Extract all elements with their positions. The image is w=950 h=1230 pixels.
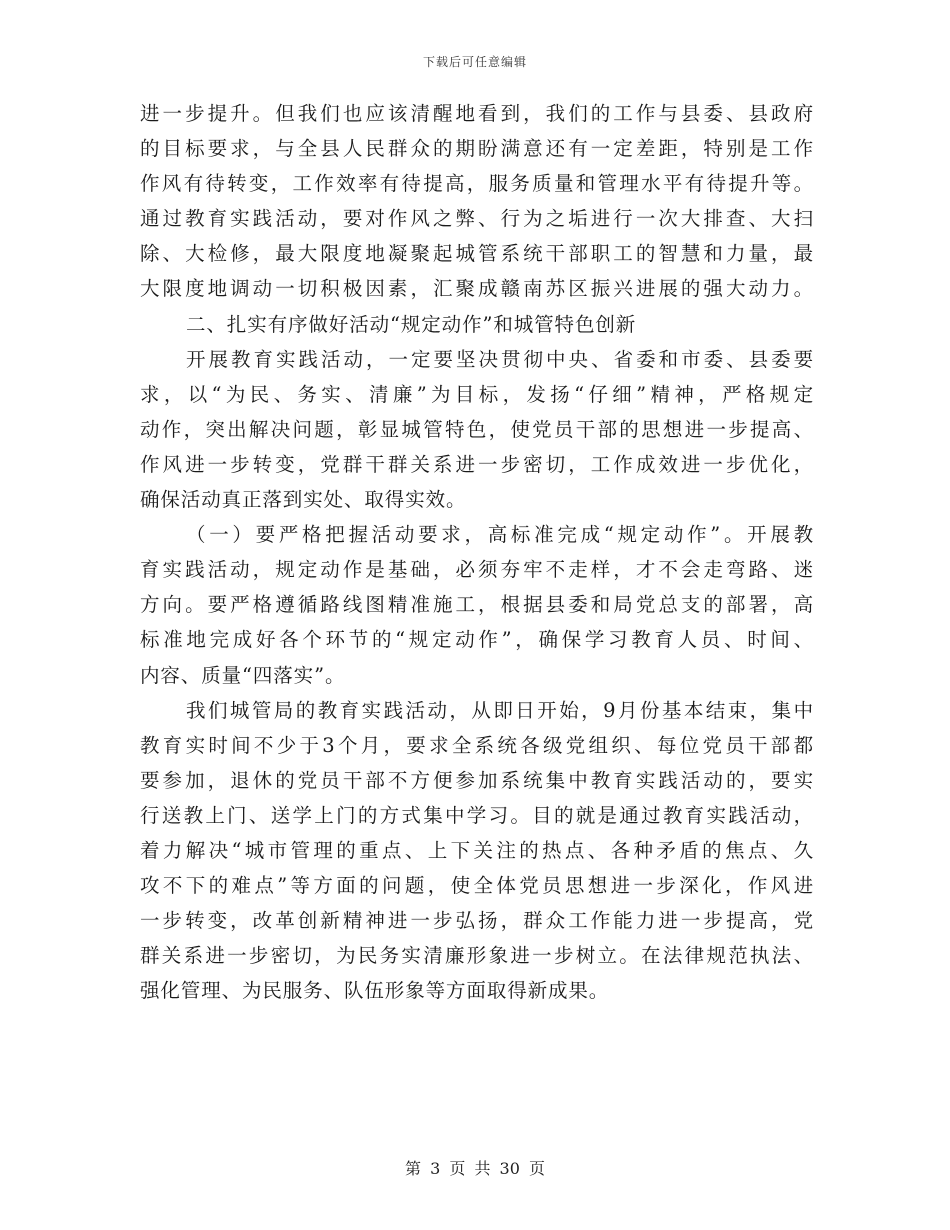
text-line: 通过教育实践活动，要对作风之弊、行为之垢进行一次大排查、大扫 <box>140 207 814 231</box>
text-line: 内容、质量“四落实”。 <box>140 663 346 687</box>
text-line: 标准地完成好各个环节的“规定动作”，确保学习教育人员、时间、 <box>140 628 814 652</box>
text-line: 育实践活动，规定动作是基础，必须夯牢不走样，才不会走弯路、迷 <box>140 558 814 582</box>
text-line: 着力解决“城市管理的重点、上下关注的热点、各种矛盾的焦点、久 <box>140 838 814 862</box>
text-line: 开展教育实践活动，一定要坚决贯彻中央、省委和市委、县委要 <box>186 347 814 371</box>
text-line: 作风有待转变，工作效率有待提高，服务质量和管理水平有待提升等。 <box>140 172 814 196</box>
text-line: 我们城管局的教育实践活动，从即日开始，9月份基本结束，集中 <box>186 698 814 722</box>
subsection-heading: （一）要严格把握活动要求，高标准完成“规定动作”。开展教 <box>186 523 814 547</box>
text-line: 方向。要严格遵循路线图精准施工，根据县委和局党总支的部署，高 <box>140 593 814 617</box>
text-line: 作风进一步转变，党群干群关系进一步密切，工作成效进一步优化， <box>140 452 814 476</box>
page-header: 下载后可任意编辑 <box>422 55 527 69</box>
text-line: 确保活动真正落到实处、取得实效。 <box>140 488 467 512</box>
text-line: 教育实时间不少于3个月，要求全系统各级党组织、每位党员干部都 <box>140 733 814 757</box>
page-footer: 第 3 页 共 30 页 <box>405 1159 545 1178</box>
text-line: 动作，突出解决问题，彰显城管特色，使党员干部的思想进一步提高、 <box>140 417 814 441</box>
text-line: 的目标要求，与全县人民群众的期盼满意还有一定差距，特别是工作 <box>140 137 814 161</box>
text-line: 要参加，退休的党员干部不方便参加系统集中教育实践活动的，要实 <box>140 768 814 792</box>
text-line: 一步转变，改革创新精神进一步弘扬，群众工作能力进一步提高，党 <box>140 909 814 933</box>
text-line: 进一步提升。但我们也应该清醒地看到，我们的工作与县委、县政府 <box>140 102 814 125</box>
text-line: 除、大检修，最大限度地凝聚起城管系统干部职工的智慧和力量，最 <box>140 242 814 266</box>
text-line: 群关系进一步密切，为民务实清廉形象进一步树立。在法律规范执法、 <box>140 944 814 968</box>
text-line: 求，以“为民、务实、清廉”为目标，发扬“仔细”精神，严格规定 <box>140 382 814 406</box>
text-line: 行送教上门、送学上门的方式集中学习。目的就是通过教育实践活动， <box>140 803 814 827</box>
text-line: 大限度地调动一切积极因素，汇聚成赣南苏区振兴进展的强大动力。 <box>140 277 814 301</box>
text-line: 攻不下的难点”等方面的问题，使全体党员思想进一步深化，作风进 <box>140 874 814 898</box>
section-heading: 二、扎实有序做好活动“规定动作”和城管特色创新 <box>186 312 637 336</box>
document-body <box>140 96 814 1008</box>
text-line: 强化管理、为民服务、队伍形象等方面取得新成果。 <box>140 979 610 1003</box>
